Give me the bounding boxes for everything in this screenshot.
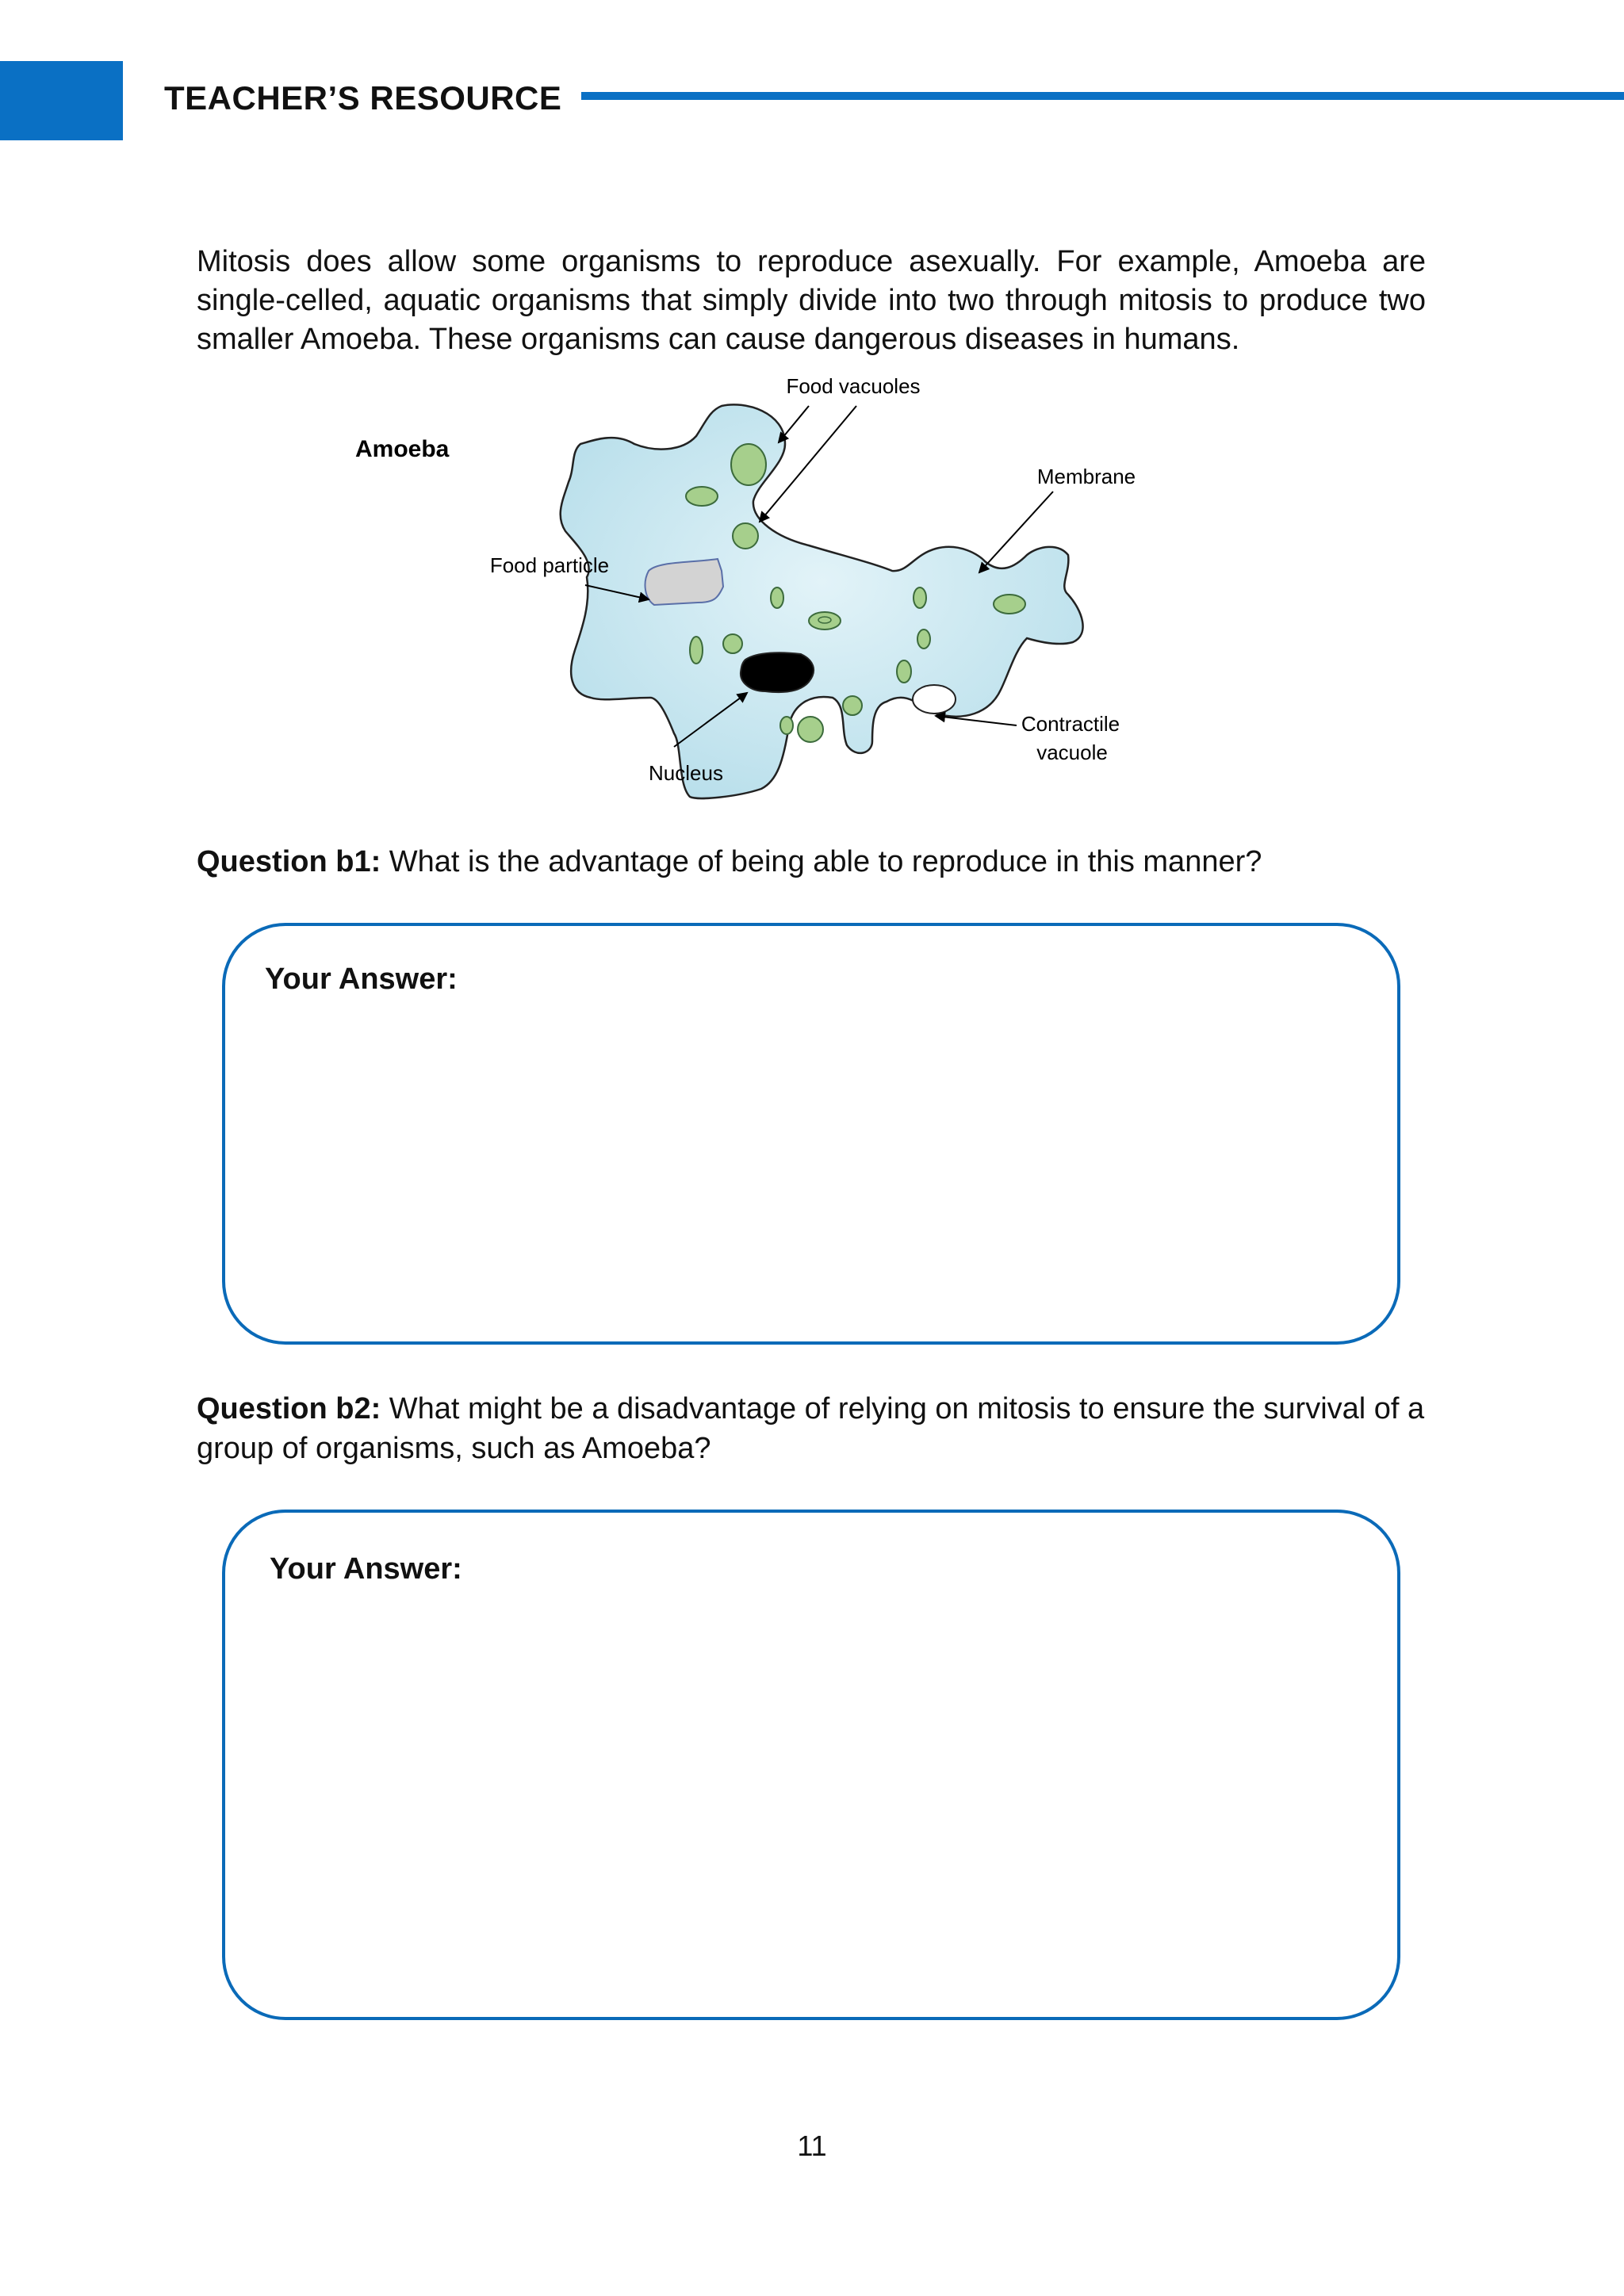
diagram-title: Amoeba: [355, 436, 450, 462]
food-vacuole: [686, 487, 718, 506]
question-b2: [197, 1389, 1434, 1468]
food-vacuole: [723, 634, 742, 653]
food-vacuole: [843, 696, 862, 715]
question-b1-label: Question b1:: [197, 845, 381, 878]
food-vacuole: [731, 444, 766, 485]
food-vacuole: [771, 587, 783, 608]
food-vacuole: [994, 595, 1025, 614]
food-vacuole: [897, 660, 911, 683]
nucleus: [741, 652, 814, 692]
contractile-vacuole: [913, 685, 956, 714]
food-vacuole: [917, 629, 930, 649]
answer-label-b1: Your Answer:: [265, 962, 458, 996]
food-vacuole: [914, 587, 926, 608]
intro-paragraph: Mitosis does allow some organisms to reproduce asexually. For example, Amoeba are single-celled, aquatic organisms that simply divide into two through mitosis to produce two smaller Amoeba. These organisms can cause dangerous diseases in humans.: [197, 245, 1426, 356]
answer-label-b2: Your Answer:: [270, 1552, 462, 1586]
food-vacuole: [733, 523, 758, 549]
answer-box-b2[interactable]: [222, 1510, 1400, 2020]
food-vacuole: [690, 637, 703, 664]
amoeba-diagram: [317, 365, 1189, 809]
question-b1-text: What is the advantage of being able to reproduce in this manner?: [381, 845, 1262, 878]
page-number: 11: [797, 2130, 827, 2162]
arrow-food-vacuoles-1: [779, 406, 809, 442]
arrow-contractile-vacuole: [936, 716, 1017, 725]
header-rule: [581, 92, 1624, 100]
question-b2-text: What might be a disadvantage of relying on mitosis to ensure the survival of a group of organisms, such as Amoeba?: [197, 1392, 1425, 1465]
food-vacuole: [798, 717, 823, 742]
food-particle: [645, 559, 723, 605]
tiny-food-vacuole-drawn: [818, 617, 831, 623]
label-nucleus: Nucleus: [649, 761, 723, 785]
label-vacuole: vacuole: [1036, 740, 1108, 764]
header-accent-block: [0, 61, 123, 140]
label-food-particle: Food particle: [489, 553, 610, 577]
answer-box-b1[interactable]: [222, 923, 1400, 1345]
label-food-vacuoles: Food vacuoles: [786, 374, 921, 398]
question-b2-label: Question b2:: [197, 1392, 381, 1425]
header-title: TEACHER’S RESOURCE: [164, 79, 562, 117]
label-contractile: Contractile: [1021, 712, 1120, 736]
food-vacuole: [780, 717, 793, 734]
question-b1: [197, 842, 1434, 882]
label-membrane: Membrane: [1036, 465, 1136, 488]
